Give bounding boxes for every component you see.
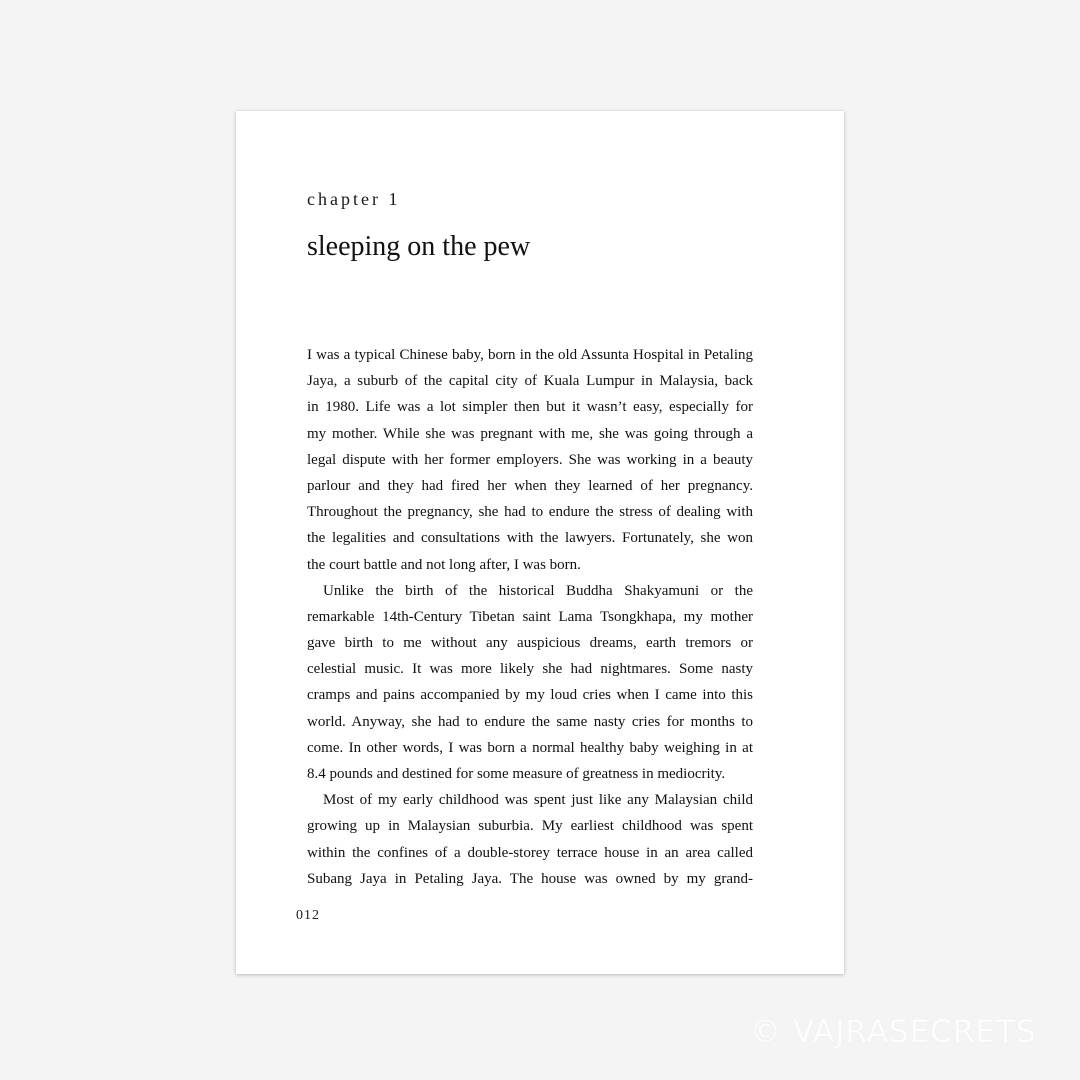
text-line: world. Anyway, she had to endure the same nasty cries for months to [307,713,753,730]
text-line: legal dispute with her former employers. She was working in a beauty [307,451,753,468]
text-line: growing up in Malaysian suburbia. My earliest childhood was spent [307,818,753,835]
copyright-watermark: © VAJRASECRETS [750,1014,1037,1050]
text-line: Throughout the pregnancy, she had to endure the stress of dealing with [307,504,753,521]
text-line: remarkable 14th-Century Tibetan saint Lama Tsongkhapa, my mother [307,608,753,625]
text-line: within the confines of a double-storey terrace house in an area called [307,844,753,861]
text-line: Subang Jaya in Petaling Jaya. The house was owned by my grand- [307,870,753,887]
text-line: in 1980. Life was a lot simpler then but it wasn’t easy, especially for [307,399,753,416]
text-line: gave birth to me without any auspicious dreams, earth tremors or [307,635,753,652]
text-line: Most of my early childhood was spent just like any Malaysian child [323,792,753,809]
chapter-label: chapter 1 [307,189,401,209]
chapter-title: sleeping on the pew [307,231,531,262]
text-line: Jaya, a suburb of the capital city of Kuala Lumpur in Malaysia, back [307,373,753,390]
text-line: cramps and pains accompanied by my loud cries when I came into this [307,687,753,704]
text-line: the court battle and not long after, I was born. [307,556,581,573]
text-line: parlour and they had fired her when they learned of her pregnancy. [307,477,753,494]
book-page [236,111,844,974]
text-line: the legalities and consultations with the lawyers. Fortunately, she won [307,530,753,547]
text-line: 8.4 pounds and destined for some measure of greatness in mediocrity. [307,766,726,782]
text-line: I was a typical Chinese baby, born in the old Assunta Hospital in Petaling [307,347,753,363]
body-text [307,342,753,892]
text-line: Unlike the birth of the historical Buddha Shakyamuni or the [323,582,753,599]
text-line: celestial music. It was more likely she had nightmares. Some nasty [307,661,753,678]
page-number: 012 [296,908,320,923]
text-line: come. In other words, I was born a normal healthy baby weighing in at [307,739,753,756]
text-line: my mother. While she was pregnant with me, she was going through a [307,425,753,442]
